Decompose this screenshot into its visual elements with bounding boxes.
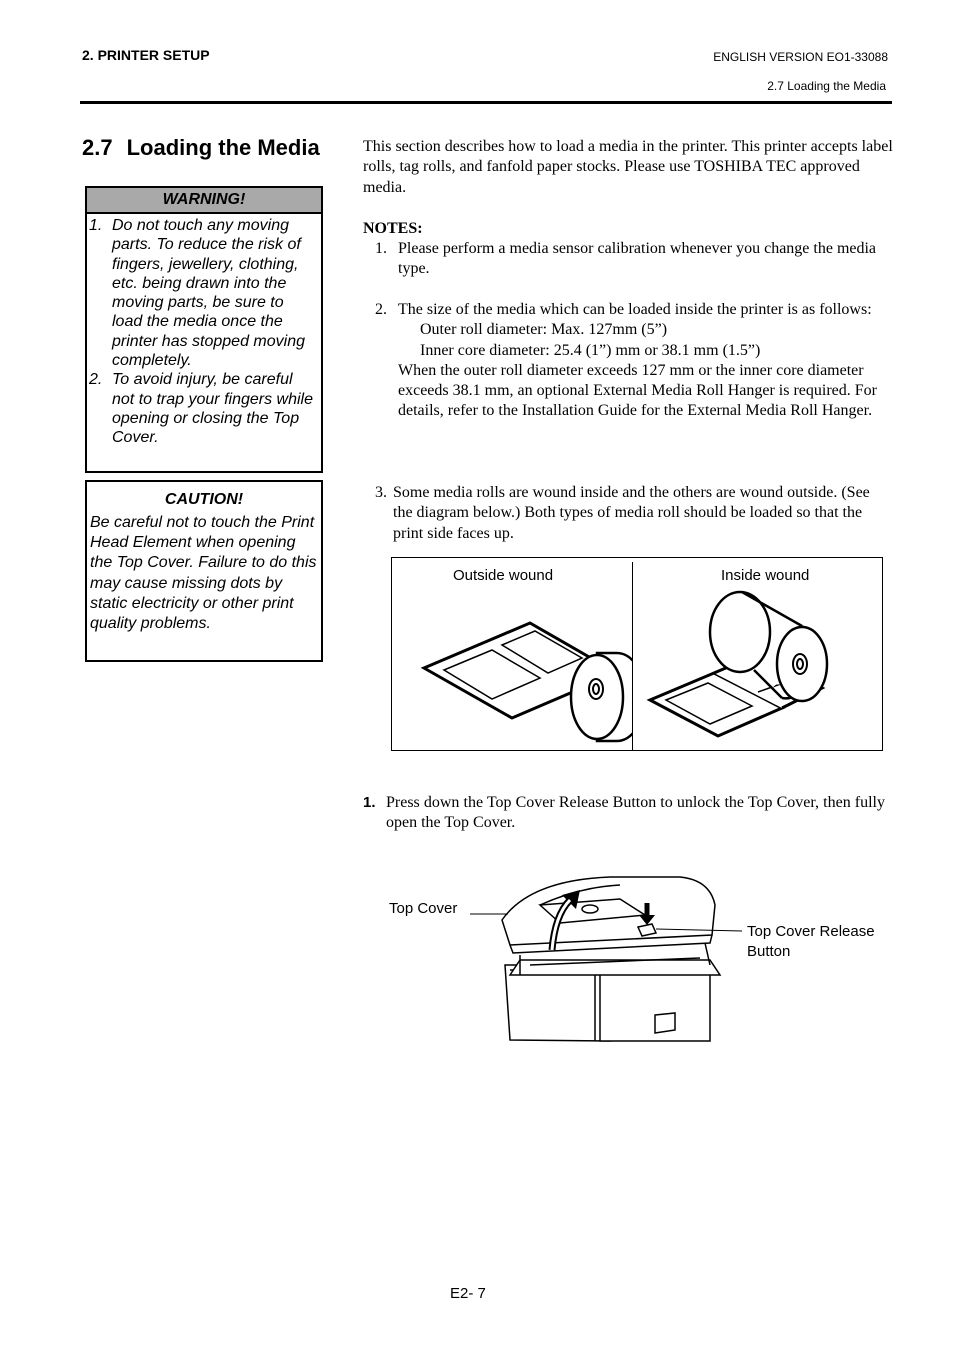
inner-diameter: Inner core diameter: 25.4 (1”) mm or 38.1 mm (1.5”) <box>420 341 761 359</box>
top-cover-label: Top Cover <box>389 900 458 917</box>
section-title <box>82 135 320 161</box>
outer-diameter: Outer roll diameter: Max. 127mm (5”) <box>420 321 668 339</box>
note-1 <box>375 239 893 280</box>
diagram-divider <box>632 562 633 750</box>
inside-wound-label: Inside wound <box>721 567 810 584</box>
header-version: ENGLISH VERSION EO1-33088 <box>713 50 888 64</box>
note-text: Please perform a media sensor calibration whenever you change the media type. <box>398 240 877 278</box>
media-wound-diagram <box>391 557 883 751</box>
outside-wound-label: Outside wound <box>453 567 554 584</box>
note-number: 1. <box>375 240 387 257</box>
section-number: 2.7 <box>82 135 113 160</box>
notes-heading: NOTES: <box>363 220 423 237</box>
warning-title: WARNING! <box>87 188 321 214</box>
warning-item-number: 1. <box>89 217 103 234</box>
caution-text: Be careful not to touch the Print Head Element when opening the Top Cover. Failure to do this may cause missing dots by static electricity or other print quality problems. <box>90 514 317 633</box>
caution-title: CAUTION! <box>164 491 244 508</box>
page-number: E2- 7 <box>450 1285 486 1302</box>
step-text: Press down the Top Cover Release Button to unlock the Top Cover, then fully open the Top Cover. <box>386 794 885 832</box>
warning-item-text: Do not touch any moving parts. To reduce the risk of fingers, jewellery, clothing, etc. being drawn into the moving parts, be sure to load the media once the printer has stopped moving completely. <box>112 217 305 370</box>
warning-item-number: 2. <box>89 371 103 389</box>
release-button-label: Top Cover Release Button <box>747 923 875 960</box>
warning-item <box>89 370 317 447</box>
outside-wound-roll-illustration <box>412 603 632 743</box>
intro-paragraph: This section describes how to load a media in the printer. This printer accepts label rolls, tag rolls, and fanfold paper stocks. Please use TOSHIBA TEC approved media. <box>363 138 893 196</box>
note-body <box>398 300 893 422</box>
note-text: Some media rolls are wound inside and the others are wound outside. (See the diagram below.) Both types of media roll should be loaded so that the print side faces up. <box>393 484 870 542</box>
note-text: The size of the media which can be loaded inside the printer is as follows: <box>398 301 872 318</box>
warning-item-text: To avoid injury, be careful not to trap your fingers while opening or closing the Top Cover. <box>112 371 313 447</box>
header-rule <box>80 101 892 104</box>
note-number: 2. <box>375 301 387 318</box>
warning-box <box>85 186 323 473</box>
inside-wound-roll-illustration <box>642 588 872 748</box>
header-section: 2. PRINTER SETUP <box>82 47 210 63</box>
caution-box <box>85 480 323 662</box>
warning-list <box>87 216 321 448</box>
step-1 <box>363 793 885 834</box>
note-number: 3. <box>375 484 387 501</box>
note-2 <box>375 300 893 422</box>
header-subsection: 2.7 Loading the Media <box>767 79 886 93</box>
section-title-text: Loading the Media <box>126 135 320 160</box>
note-3 <box>375 483 893 544</box>
note-extra: When the outer roll diameter exceeds 127 mm or the inner core diameter exceeds 38.1 mm, an optional External Media Roll Hanger is required. For details, refer to the Installation Guide for the External Media Roll Hanger. <box>398 361 877 420</box>
step-number: 1. <box>363 794 376 811</box>
warning-item <box>89 216 317 370</box>
